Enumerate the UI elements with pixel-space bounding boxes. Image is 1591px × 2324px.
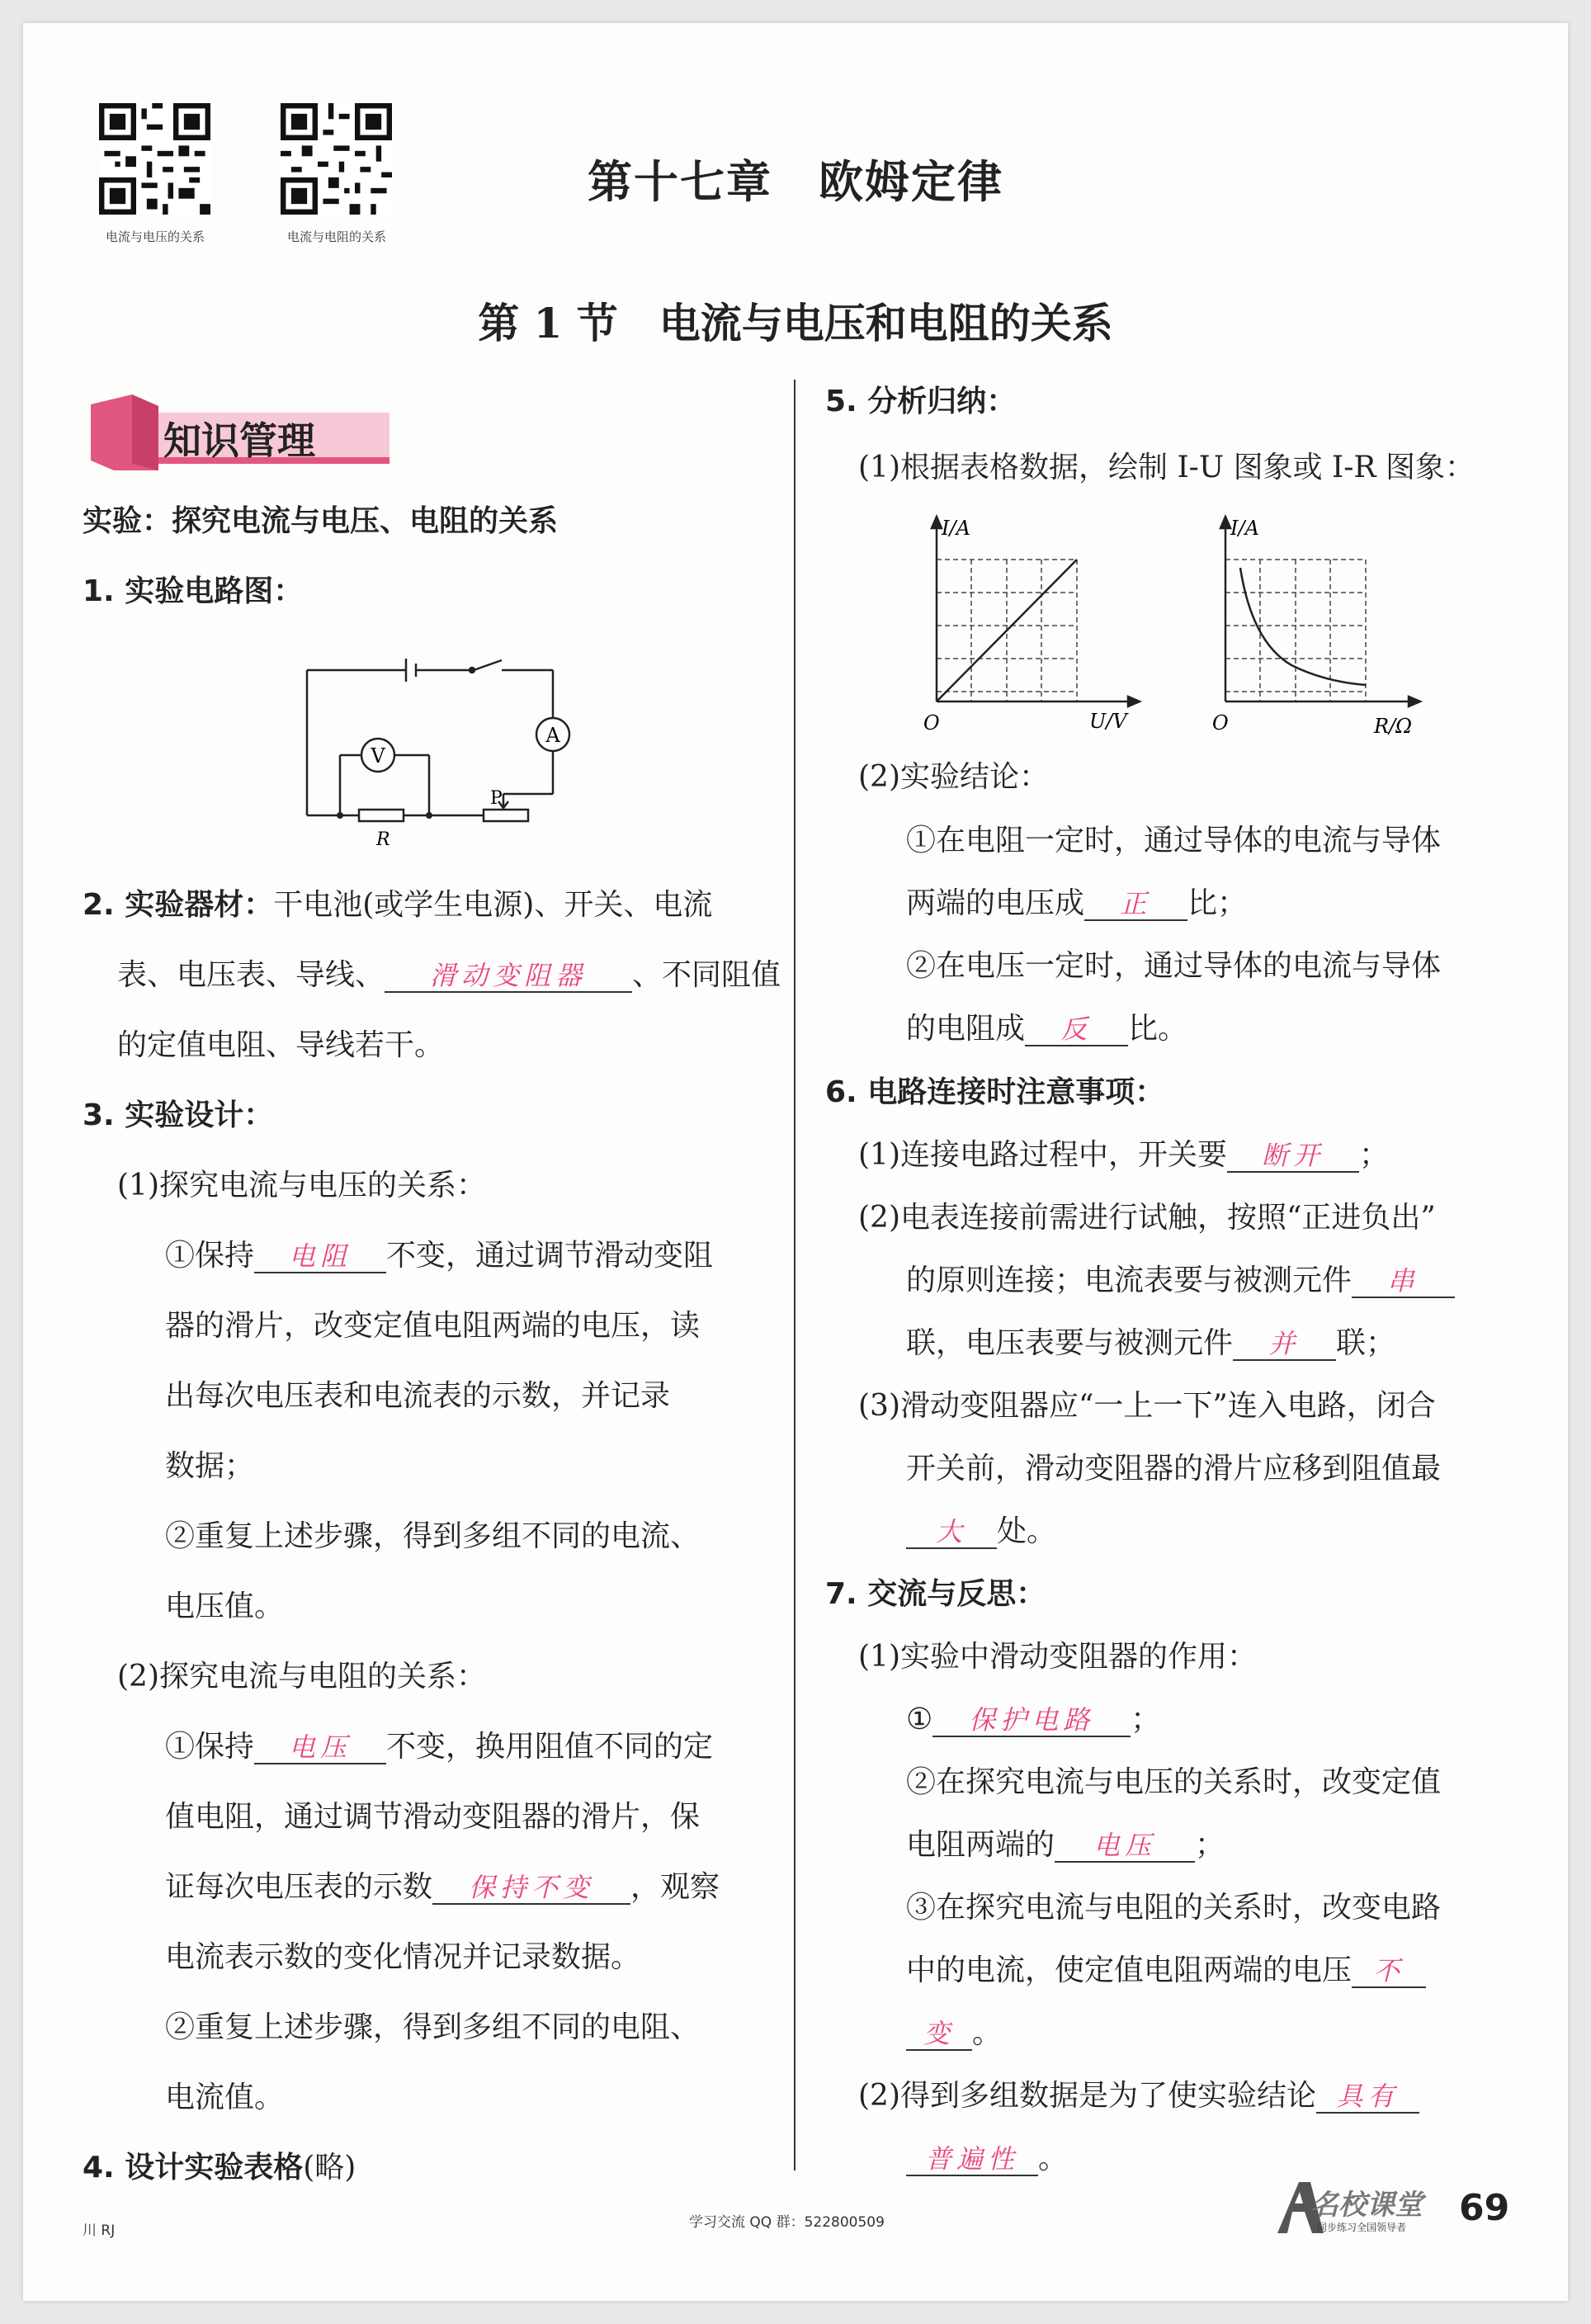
item6-p1b: ；: [1359, 1138, 1390, 1172]
item6-p3-line2: 开关前，滑动变阻器的滑片应移到阻值最: [906, 1452, 1442, 1486]
graph-i-r: [1201, 510, 1448, 741]
item3-s1-2b: 电压值。: [165, 1589, 285, 1623]
voltmeter-label: V: [371, 744, 385, 768]
item5-c2-line2: [906, 1011, 1187, 1046]
ammeter-label: A: [545, 724, 560, 747]
footer-left: 川 RJ: [83, 2222, 116, 2239]
answer-blank-direct[interactable]: 正: [1084, 888, 1187, 921]
answer-blank-resistance[interactable]: 电阻: [254, 1240, 386, 1273]
graph1-origin: O: [923, 711, 940, 735]
item3-s1-a: ①保持: [165, 1239, 255, 1273]
item7-r1a: ①: [906, 1703, 933, 1736]
item2-text1: 干电池(或学生电源)、开关、电流: [273, 888, 713, 922]
item3-s2-line4: 电流表示数的变化情况并记录数据。: [165, 1940, 641, 1974]
circuit-diagram: [297, 635, 594, 858]
item3-title: 3. 实验设计：: [83, 1098, 274, 1132]
item7-p2a: (2)得到多组数据是为了使实验结论: [858, 2079, 1316, 2113]
item3-s2-2b: 电流值。: [165, 2081, 285, 2114]
qr-caption-2: 电流与电阻的关系: [286, 229, 386, 244]
qr-caption-1: 电流与电压的关系: [105, 229, 205, 244]
logo-text: 名校课堂: [1310, 2189, 1423, 2222]
item6-p3-line3: [906, 1514, 1056, 1549]
answer-blank-have[interactable]: 具有: [1316, 2081, 1419, 2114]
experiment-title: 实验：探究电流与电压、电阻的关系: [83, 504, 559, 538]
footer-qq-group: 学习交流 QQ 群：522800509: [689, 2214, 885, 2231]
item3-s2-line3: [165, 1869, 720, 1905]
item6-p1: [858, 1137, 1389, 1173]
graph1-y-label: I/A: [942, 517, 970, 540]
answer-blank-open[interactable]: 断开: [1227, 1140, 1359, 1173]
item2-line1: [83, 887, 712, 923]
item5-c1-line1: ①在电阻一定时，通过导体的电流与导体: [906, 824, 1442, 857]
item3-s2-l3a: 证每次电压表的示数: [165, 1870, 433, 1904]
item6-p3b: 处。: [997, 1514, 1057, 1548]
item6-p2l3b: 联；: [1336, 1326, 1396, 1360]
logo-tagline: 同步练习全国领导者: [1317, 2222, 1407, 2233]
item4-line: [83, 2150, 356, 2185]
item7-p2-line1: [858, 2078, 1419, 2114]
resistor-label: R: [376, 829, 390, 850]
item5-c1-l2a: 两端的电压成: [906, 886, 1085, 920]
answer-blank-unchanged-2[interactable]: 变: [906, 2018, 972, 2051]
item5-c2-l2a: 的电阻成: [906, 1012, 1026, 1046]
item6-p2l3a: 联，电压表要与被测元件: [906, 1326, 1234, 1360]
answer-blank-voltage-2[interactable]: 电压: [1055, 1830, 1195, 1863]
item7-r1: [906, 1702, 1160, 1737]
answer-blank-unchanged-1[interactable]: 不: [1352, 1955, 1426, 1988]
item6-p2-line2: [906, 1263, 1455, 1298]
publisher-logo: [1271, 2179, 1452, 2237]
item2-text2b: 、不同阻值: [632, 958, 781, 992]
item3-sub1: (1)探究电流与电压的关系：: [117, 1169, 486, 1202]
item3-s2-b: 不变，换用阻值不同的定: [386, 1730, 714, 1764]
graph2-y-label: I/A: [1230, 517, 1259, 540]
item5-sub1: (1)根据表格数据，绘制 I-U 图象或 I-R 图象：: [858, 451, 1475, 484]
item7-p2b: 。: [1038, 2142, 1069, 2175]
item5-sub2: (2)实验结论：: [858, 760, 1049, 794]
answer-blank-rheostat[interactable]: 滑动变阻器: [385, 960, 632, 993]
item3-s2-a: ①保持: [165, 1730, 255, 1764]
item5-c2-line1: ②在电压一定时，通过导体的电流与导体: [906, 949, 1442, 983]
item2-line3: 的定值电阻、导线若干。: [117, 1028, 445, 1062]
item6-p1a: (1)连接电路过程中，开关要: [858, 1138, 1227, 1172]
answer-blank-inverse[interactable]: 反: [1025, 1013, 1128, 1046]
item7-title: 7. 交流与反思：: [825, 1577, 1046, 1611]
item3-s2-2a: ②重复上述步骤，得到多组不同的电阻、: [165, 2010, 701, 2044]
item7-r1b: ；: [1131, 1703, 1161, 1736]
answer-blank-universality[interactable]: 普遍性: [906, 2143, 1038, 2176]
item2-line2: [117, 957, 781, 993]
item5-title: 5. 分析归纳：: [825, 385, 1017, 418]
item3-s2-l3b: ，观察: [630, 1870, 720, 1904]
item3-s1-line1: [165, 1238, 713, 1273]
item6-p2-line1: (2)电表连接前需进行试触，按照“正进负出”: [858, 1201, 1436, 1235]
answer-blank-series[interactable]: 串: [1352, 1265, 1455, 1298]
item3-s1-line3: 出每次电压表和电流表的示数，并记录: [165, 1379, 671, 1413]
answer-blank-voltage[interactable]: 电压: [254, 1731, 386, 1764]
item3-s1-2a: ②重复上述步骤，得到多组不同的电流、: [165, 1519, 701, 1553]
knowledge-header: [83, 388, 404, 479]
graph1-x-label: U/V: [1089, 710, 1127, 733]
item7-r2l2a: 电阻两端的: [906, 1828, 1055, 1862]
graph2-x-label: R/Ω: [1374, 715, 1413, 738]
graph2-origin: O: [1212, 711, 1229, 735]
item4-suffix: (略): [303, 2151, 356, 2185]
chapter-title: 第十七章 欧姆定律: [588, 156, 1003, 208]
item2-title: 2. 实验器材：: [83, 888, 274, 922]
answer-blank-protect-circuit[interactable]: 保护电路: [932, 1704, 1131, 1737]
graph-i-u: [912, 510, 1159, 741]
item7-r2b: ；: [1195, 1828, 1225, 1862]
item7-r2-line1: ②在探究电流与电压的关系时，改变定值: [906, 1765, 1442, 1799]
item7-r3-line3: [906, 2015, 1002, 2051]
item1-title: 1. 实验电路图：: [83, 574, 304, 608]
item3-s1-line4: 数据；: [165, 1449, 255, 1483]
section-title: 第 1 节 电流与电压和电阻的关系: [478, 299, 1113, 347]
item4-title: 4. 设计实验表格: [83, 2151, 304, 2185]
knowledge-header-label: 知识管理: [163, 418, 315, 463]
item7-r3l2a: 中的电流，使定值电阻两端的电压: [906, 1953, 1353, 1987]
item3-s2-line2: 值电阻，通过调节滑动变阻器的滑片，保: [165, 1800, 701, 1834]
answer-blank-parallel[interactable]: 并: [1233, 1328, 1336, 1361]
item7-r2-line2: [906, 1827, 1225, 1863]
answer-blank-max[interactable]: 大: [906, 1516, 997, 1549]
item5-c1-line2: [906, 886, 1247, 921]
item5-c1-l2b: 比；: [1187, 886, 1248, 920]
item7-r3-line2: [906, 1953, 1426, 1988]
item3-s2-line1: [165, 1729, 713, 1764]
item2-text2a: 表、电压表、导线、: [117, 958, 385, 992]
column-divider: [794, 380, 796, 2170]
item6-p3-line1: (3)滑动变阻器应“一上一下”连入电路，闭合: [858, 1389, 1436, 1423]
item7-p1: (1)实验中滑动变阻器的作用：: [858, 1640, 1257, 1674]
slider-label: P: [490, 788, 503, 809]
item6-title: 6. 电路连接时注意事项：: [825, 1075, 1165, 1109]
item6-p2l2a: 的原则连接；电流表要与被测元件: [906, 1264, 1353, 1297]
page-number: 69: [1459, 2187, 1510, 2229]
item7-r3-line1: ③在探究电流与电阻的关系时，改变电路: [906, 1891, 1442, 1925]
item6-p2-line3: [906, 1325, 1395, 1361]
item5-c2-l2b: 比。: [1128, 1012, 1188, 1046]
item3-s1-b: 不变，通过调节滑动变阻: [386, 1239, 714, 1273]
item7-p2-line2: [906, 2141, 1068, 2176]
item7-r3b: 。: [972, 2016, 1003, 2050]
item3-s1-line2: 器的滑片，改变定值电阻两端的电压，读: [165, 1309, 701, 1343]
answer-blank-keep-constant[interactable]: 保持不变: [432, 1872, 630, 1905]
item3-sub2: (2)探究电流与电阻的关系：: [117, 1660, 486, 1693]
